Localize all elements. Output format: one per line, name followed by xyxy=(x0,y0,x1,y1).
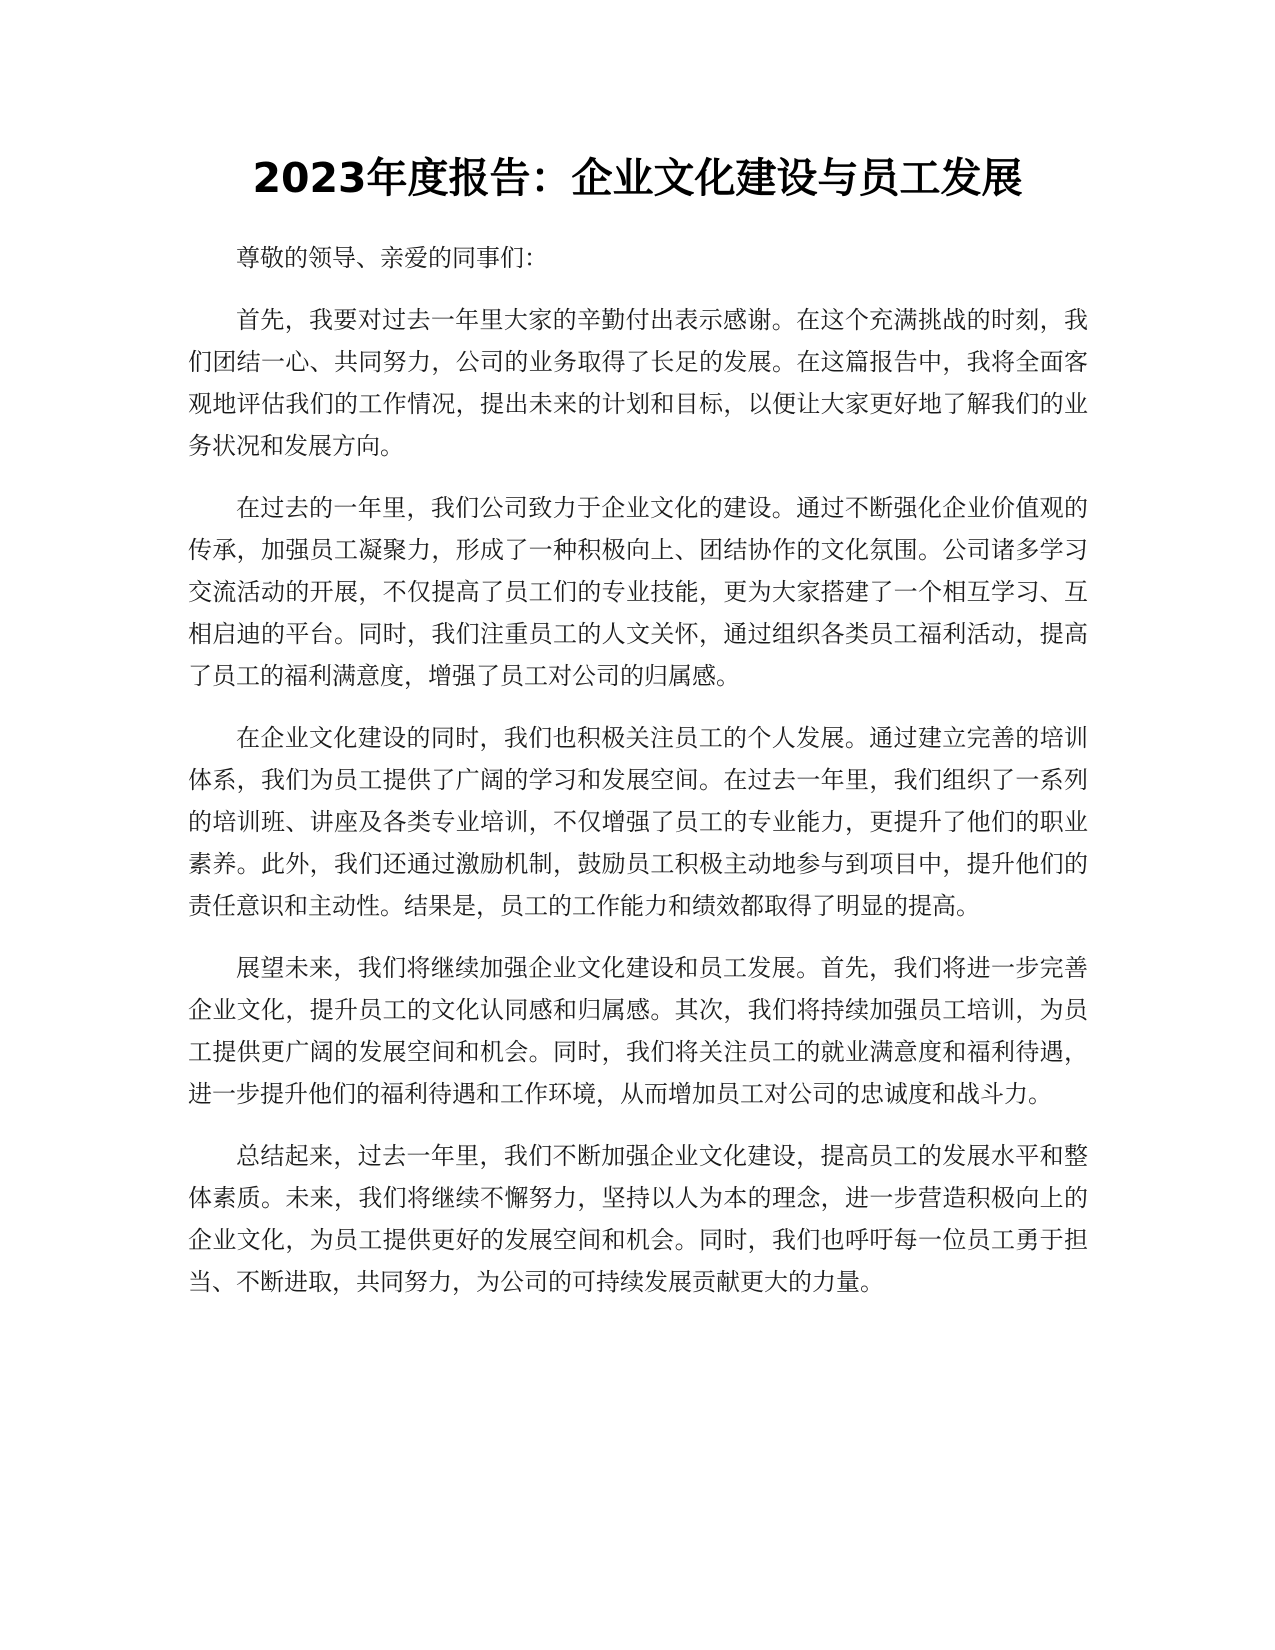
paragraph-development: 在企业文化建设的同时，我们也积极关注员工的个人发展。通过建立完善的培训体系，我们为员工提供了广阔的学习和发展空间。在过去一年里，我们组织了一系列的培训班、讲座及各类专业培训，不仅增强了员工的专业能力，更提升了他们的职业素养。此外，我们还通过激励机制，鼓励员工积极主动地参与到项目中，提升他们的责任意识和主动性。结果是，员工的工作能力和绩效都取得了明显的提高。 xyxy=(188,724,1088,920)
document-title: 2023年度报告：企业文化建设与员工发展 xyxy=(252,154,1023,202)
paragraph-summary: 总结起来，过去一年里，我们不断加强企业文化建设，提高员工的发展水平和整体素质。未来，我们将继续不懈努力，坚持以人为本的理念，进一步营造积极向上的企业文化，为员工提供更好的发展空间和机会。同时，我们也呼吁每一位员工勇于担当、不断进取，共同努力，为公司的可持续发展贡献更大的力量。 xyxy=(188,1142,1088,1296)
paragraph-thanks: 首先，我要对过去一年里大家的辛勤付出表示感谢。在这个充满挑战的时刻，我们团结一心、共同努力，公司的业务取得了长足的发展。在这篇报告中，我将全面客观地评估我们的工作情况，提出未来的计划和目标，以便让大家更好地了解我们的业务状况和发展方向。 xyxy=(188,306,1088,460)
paragraph-culture: 在过去的一年里，我们公司致力于企业文化的建设。通过不断强化企业价值观的传承，加强员工凝聚力，形成了一种积极向上、团结协作的文化氛围。公司诸多学习交流活动的开展，不仅提高了员工们的专业技能，更为大家搭建了一个相互学习、互相启迪的平台。同时，我们注重员工的人文关怀，通过组织各类员工福利活动，提高了员工的福利满意度，增强了员工对公司的归属感。 xyxy=(188,494,1088,690)
paragraph-outlook: 展望未来，我们将继续加强企业文化建设和员工发展。首先，我们将进一步完善企业文化，提升员工的文化认同感和归属感。其次，我们将持续加强员工培训，为员工提供更广阔的发展空间和机会。同时，我们将关注员工的就业满意度和福利待遇，进一步提升他们的福利待遇和工作环境，从而增加员工对公司的忠诚度和战斗力。 xyxy=(188,954,1088,1108)
greeting-paragraph: 尊敬的领导、亲爱的同事们： xyxy=(236,244,548,272)
document-body xyxy=(188,237,1088,1323)
